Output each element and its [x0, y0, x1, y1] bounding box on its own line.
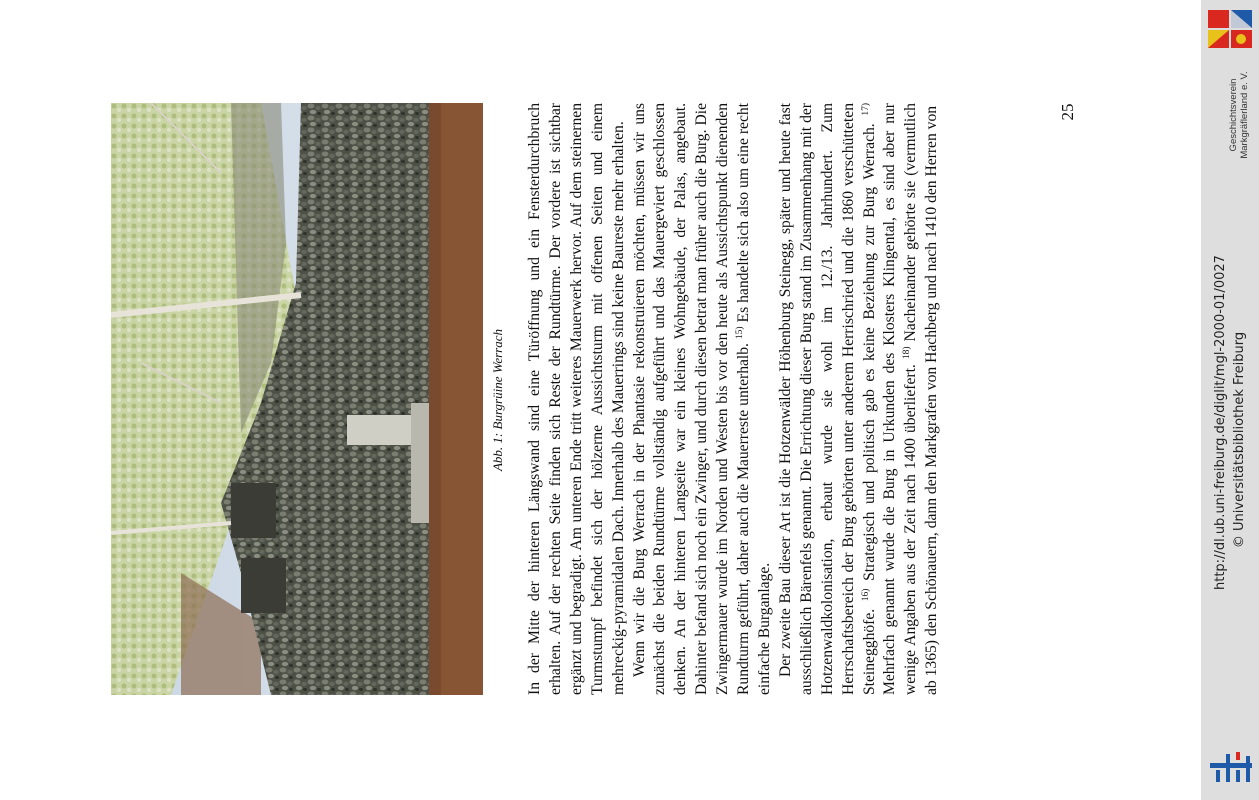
figure-caption-area	[485, 260, 511, 540]
source-info-text	[1211, 255, 1249, 590]
library-credit: © Universitätsbibliothek Freiburg	[1232, 331, 1247, 549]
source-info	[1208, 255, 1252, 590]
society-coat-of-arms-icon	[1207, 9, 1253, 49]
page-number-area	[1056, 92, 1080, 132]
footnote-ref: 18)	[902, 346, 913, 360]
footnote-ref: 15)	[734, 326, 745, 340]
paragraph-2: Wenn wir die Burg Werrach in der Phantasie rekonstruieren möchten, müssen wir uns zunächst die beiden Rundtürme vollständig aufgeführt und das Mauergeviert geschlossen denken. An der hinteren Langseite war ein kleines Wohngebäude, der Palas, angebaut. Dahinter befand sich noch ein Zwinger, und durch diesen betrat man früher auch die Burg. Die Zwingermauer wurde im Norden und Westen bis vor den heute als Aussichtspunkt dienenden Rundturm geführt, daher auch die Mauerreste unterhalb. $^{15)}$ Es handelte sich also um eine recht einfache Burganlage.	[630, 103, 773, 695]
source-url-link[interactable]: http://dl.ub.uni-freiburg.de/diglit/mgl-2000-01/0027	[1213, 255, 1228, 590]
body-text	[525, 103, 1029, 695]
body-text-area	[525, 103, 1029, 695]
paragraph-1: In der Mitte der hinteren Längswand sind eine Türöffnung und ein Fensterdurchbruch erhalten. Auf der rechten Seite finden sich Reste der Rundtürme. Der vordere ist sichtbar ergänzt und begradigt. Am unteren Ende tritt weiteres Mauerwerk hervor. Auf dem steinernen Turmstumpf befindet sich der hölzerne Aussichtsturm mit offenen Seiten und einem mehreckig-pyramidalen Dach. Innerhalb des Mauerrings sind keine Baureste mehr erhalten.	[526, 103, 627, 695]
footnote-ref: 16)	[860, 588, 871, 602]
library-logo-icon	[1210, 748, 1252, 786]
castle-ruin-photo	[111, 103, 483, 695]
footnote-ref: 17)	[860, 103, 871, 116]
society-name-area	[1222, 60, 1256, 170]
society-name: Geschichtsverein Markgräflerland e. V.	[1228, 71, 1250, 159]
paragraph-3: Der zweite Bau dieser Art ist die Hotzenwälder Höhenburg Steinegg, später und heute fast ausschließlich Bärenfels genannt. Die Errichtung dieser Burg stand im Zusammenhang mit der Hotzenwaldkolonisation, erbaut wurde sie wohl im 12./13. Jahrhundert. Zum Herrschaftsbereich der Burg gehörten unter anderem Herrischried und die 1860 verschütteten Steinegghöfe. $^{16)}$ Strategisch und politisch gab es keine Beziehung zur Burg Werrach. $^{17)}$ Mehrfach genannt wurde die Burg in Urkunden des Klosters Klingental, es sind aber nur wenige Angaben aus der Zeit nach 1400 überliefert. $^{18)}$ Nacheinander gehörte sie (vermutlich ab 1365) den Schönauern, dann den Markgrafen von Hachberg und nach 1410 den Herren von	[776, 103, 941, 695]
figure-caption: Abb. 1: Burgrüine Werrach	[490, 328, 505, 472]
page-number: 25	[1058, 103, 1077, 121]
